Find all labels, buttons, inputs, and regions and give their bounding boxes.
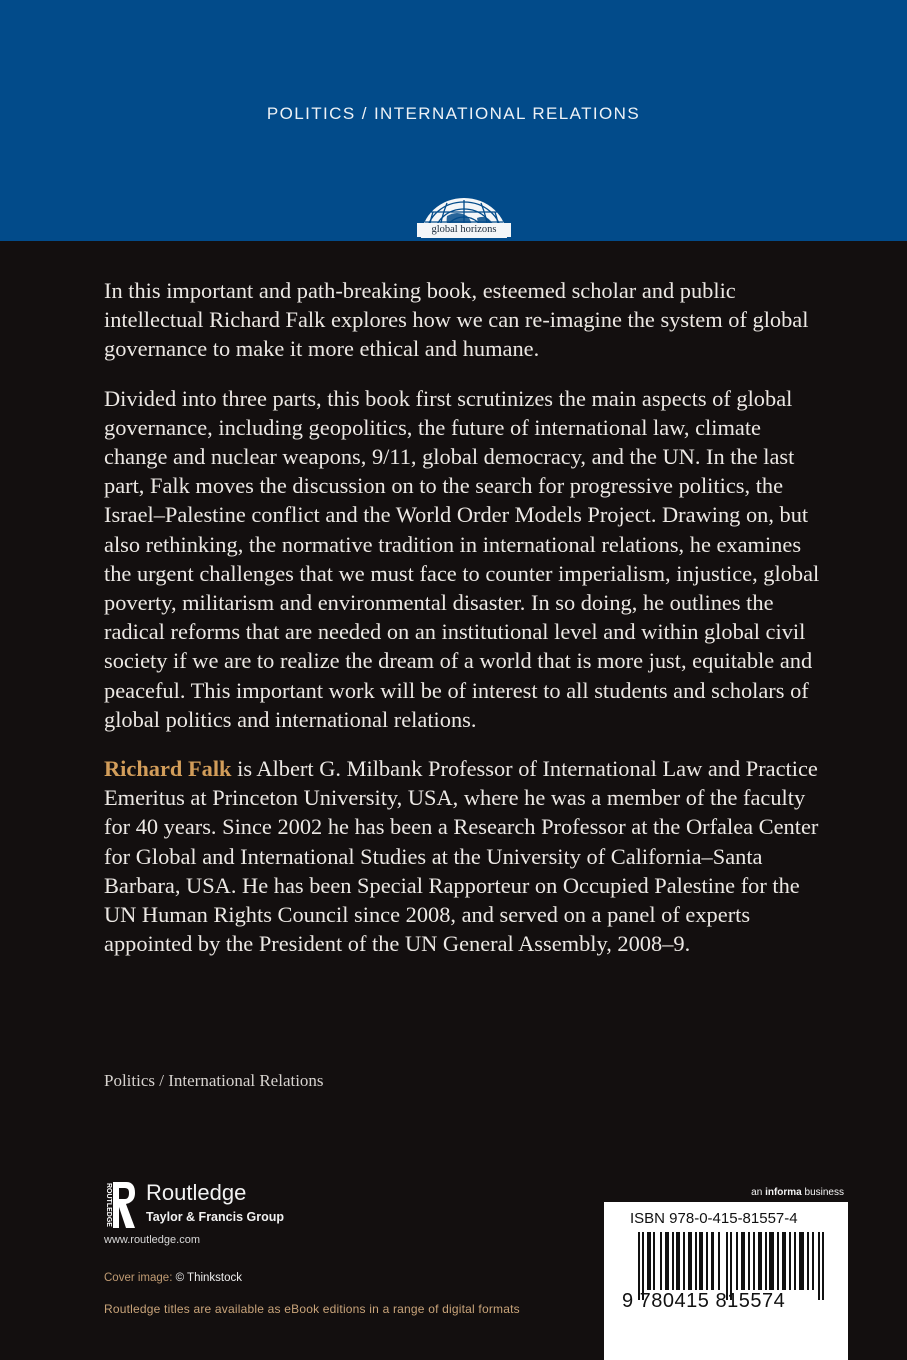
- global-horizons-logo: [417, 194, 511, 241]
- ean-digits: 9 780415 815574: [622, 1290, 786, 1312]
- isbn-label: ISBN 978-0-415-81557-4: [630, 1210, 798, 1227]
- back-cover-copy: [104, 276, 824, 978]
- cover-header-band: [0, 0, 907, 241]
- logo-label: global horizons: [417, 223, 511, 237]
- informa-brand: informa: [765, 1187, 802, 1198]
- barcode-box: [604, 1202, 848, 1360]
- routledge-r-icon: [102, 1180, 136, 1230]
- publisher-url[interactable]: www.routledge.com: [104, 1234, 200, 1246]
- author-name: Richard Falk: [104, 756, 232, 782]
- cover-image-credit: [104, 1272, 242, 1284]
- publisher-name: Routledge: [146, 1180, 247, 1205]
- credit-label: Cover image:: [104, 1272, 173, 1284]
- informa-tagline: [751, 1187, 844, 1198]
- blurb-paragraph-2: Divided into three parts, this book first scrutinizes the main aspects of global governance, including geopolitics, the future of international law, climate change and nuclear weapons, 9/11, global democracy, and the UN. In the last part, Falk moves the discussion on to the search for progressive politics, the Israel–Palestine conflict and the World Order Models Project. Drawing on, but also rethinking, the normative tradition in international relations, he examines the urgent challenges that we must face to counter imperialism, injustice, global poverty, militarism and environmental disaster. In so doing, he outlines the radical reforms that are needed on an institutional level and within global civil society if we are to realize the dream of a world that is more just, equitable and peaceful. This important work will be of interest to all students and scholars of global politics and international relations.: [104, 385, 820, 732]
- series-label: POLITICS / INTERNATIONAL RELATIONS: [266, 104, 641, 123]
- author-bio: [104, 754, 824, 958]
- publisher-group: Taylor & Francis Group: [146, 1210, 284, 1224]
- informa-prefix: an: [751, 1187, 766, 1198]
- subject-category: Politics / International Relations: [104, 1071, 324, 1090]
- ebook-note: Routledge titles are available as eBook editions in a range of digital formats: [104, 1302, 520, 1316]
- author-bio-text: is Albert G. Milbank Professor of International Law and Practice Emeritus at Princeton University, USA, where he was a member of the faculty for 40 years. Since 2002 he has been a Research Professor at the Orfalea Center for Global and International Studies at the University of California–Santa Barbara, USA. He has been Special Rapporteur on Occupied Palestine for the UN Human Rights Council since 2008, and served on a panel of experts appointed by the President of the UN General Assembly, 2008–9.: [104, 756, 819, 957]
- credit-value: © Thinkstock: [175, 1272, 243, 1284]
- svg-text:ROUTLEDGE: ROUTLEDGE: [105, 1183, 112, 1227]
- blurb-paragraph-1: In this important and path-breaking book, esteemed scholar and public intellectual Richard Falk explores how we can re-imagine the system of global governance to make it more ethical and humane.: [104, 278, 809, 362]
- informa-suffix: business: [801, 1187, 844, 1198]
